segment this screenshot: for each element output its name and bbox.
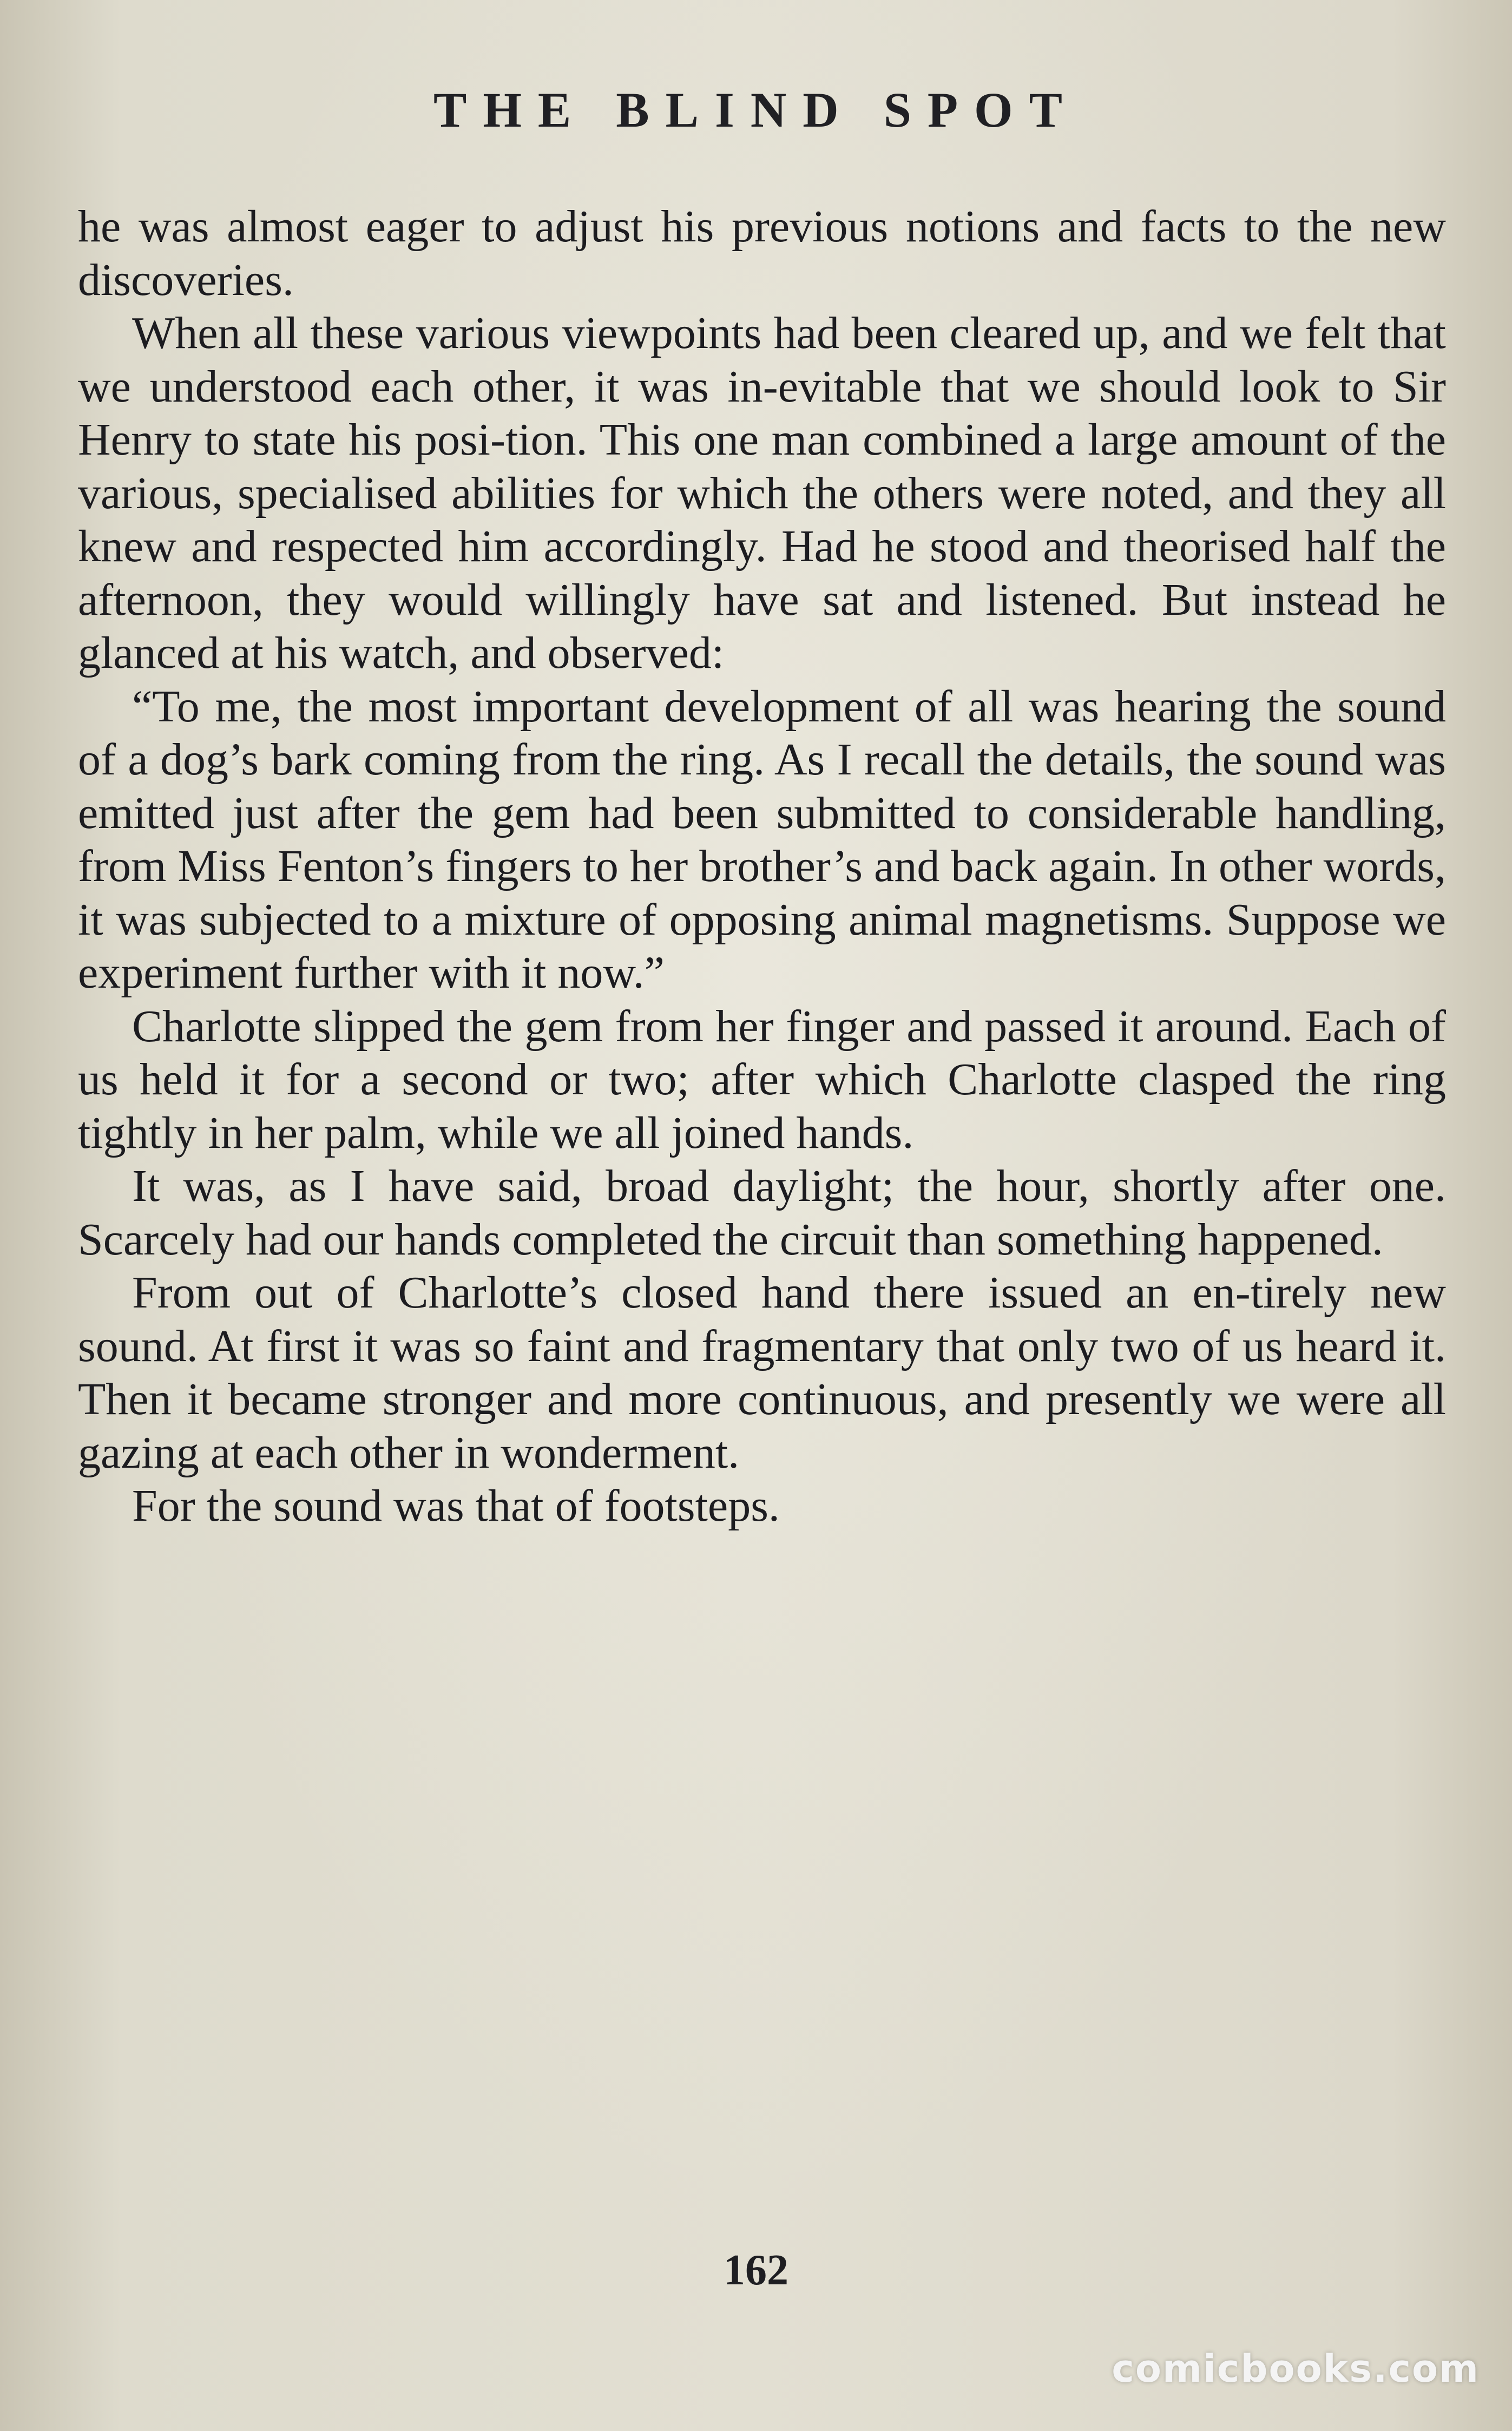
paragraph: “To me, the most important development of all was hearing the sound of a dog’s bark coming from the ring. As I recall the details, the sound was emitted just after the gem had been submitted to considerable handling, from Miss Fenton’s fingers to her brother’s and back again. In other words, it was subjected to a mixture of opposing animal magnetisms. Suppose we experiment further with it now.” (78, 681, 1446, 998)
running-head: THE BLIND SPOT (433, 82, 1079, 137)
paragraph: It was, as I have said, broad daylight; the hour, shortly after one. Scarcely had our hands completed the circuit than something happened. (78, 1161, 1446, 1265)
paragraph: From out of Charlotte’s closed hand there issued an en-tirely new sound. At first it was so faint and fragmentary that only two of us heard it. Then it became stronger and more continuous, and presently we were all gazing at each other in wonderment. (78, 1267, 1446, 1478)
paragraph: For the sound was that of footsteps. (132, 1481, 780, 1531)
paragraph: When all these various viewpoints had been cleared up, and we felt that we understood each other, it was in-evitable that we should look to Sir Henry to state his posi-tion. This one man combined a large amount of the various, specialised abilities for which the others were noted, and they all knew and respected him accordingly. Had he stood and theorised half the afternoon, they would willingly have sat and listened. But instead he glanced at his watch, and observed: (78, 308, 1446, 678)
page-number: 162 (724, 2246, 788, 2294)
watermark: comicbooks.com (1112, 2347, 1480, 2391)
body-text (78, 200, 1446, 1533)
paragraph: he was almost eager to adjust his previous notions and facts to the new discoveries. (78, 201, 1446, 305)
paragraph: Charlotte slipped the gem from her finger and passed it around. Each of us held it for a second or two; after which Charlotte clasped the ring tightly in her palm, while we all joined hands. (78, 1001, 1446, 1158)
